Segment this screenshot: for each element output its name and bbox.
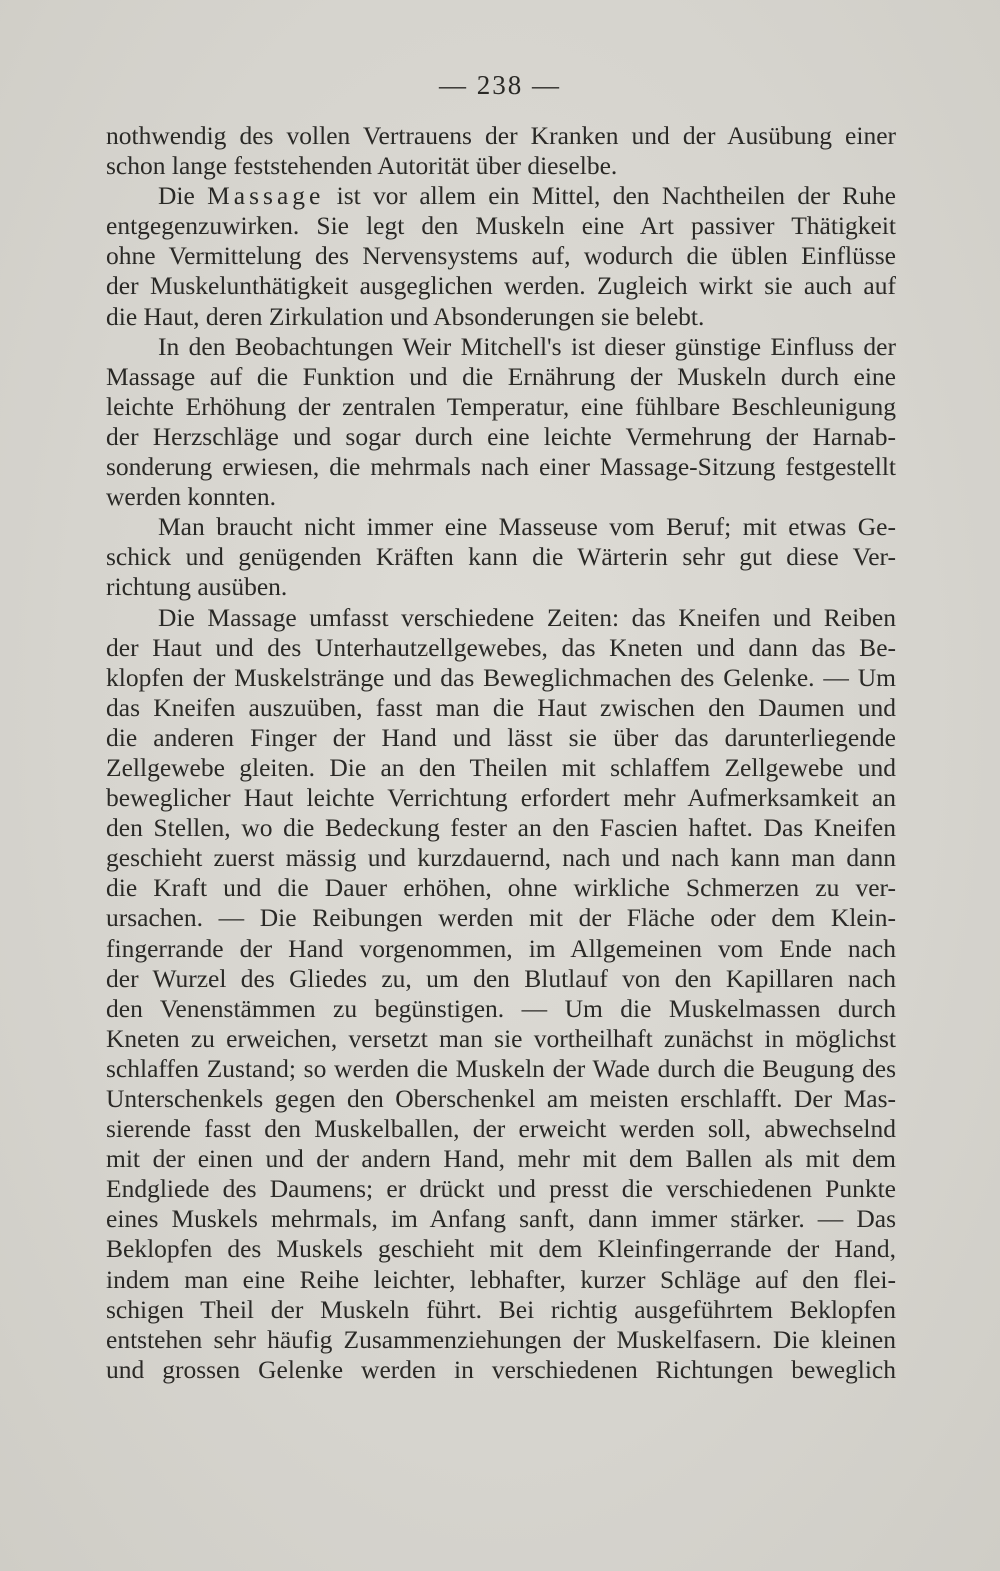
text-line: die anderen Finger der Hand und lässt sie über das darunterliegende: [106, 722, 896, 752]
text-line: indem man eine Reihe leichter, lebhafter, kurzer Schläge auf den flei-: [106, 1264, 896, 1294]
text-line: der Haut und des Unterhautzellgewebes, das Kneten und dann das Be-: [106, 632, 896, 662]
emphasized-term: Massage: [207, 181, 325, 211]
text-line: beweglicher Haut leichte Verrichtung erfordert mehr Aufmerksamkeit an: [106, 783, 896, 813]
text-line: schick und genügenden Kräften kann die Wärterin sehr gut diese Ver-: [106, 542, 896, 572]
text-line: fingerrande der Hand vorgenommen, im Allgemeinen vom Ende nach: [106, 933, 896, 963]
text-line: schlaffen Zustand; so werden die Muskeln der Wade durch die Beugung des: [106, 1053, 896, 1083]
text-line: ohne Vermittelung des Nervensystems auf, wodurch die üblen Einflüsse: [106, 241, 896, 271]
text-line: mit der einen und der andern Hand, mehr mit dem Ballen als mit dem: [106, 1144, 896, 1174]
text-line: Massage auf die Funktion und die Ernährung der Muskeln durch eine: [106, 361, 896, 391]
body-text: [106, 121, 896, 1385]
text-segment: Die: [158, 181, 208, 211]
text-line: ursachen. — Die Reibungen werden mit der Fläche oder dem Klein-: [106, 903, 896, 933]
text-line: leichte Erhöhung der zentralen Temperatur, eine fühlbare Beschleunigung: [106, 391, 896, 421]
text-line: Kneten zu erweichen, versetzt man sie vortheilhaft zunächst in möglichst: [106, 1023, 896, 1053]
text-line: der Wurzel des Gliedes zu, um den Blutlauf von den Kapillaren nach: [106, 963, 896, 993]
text-line: werden konnten.: [106, 482, 276, 512]
text-line: Beklopfen des Muskels geschieht mit dem Kleinfingerrande der Hand,: [106, 1234, 896, 1264]
text-line: die Kraft und die Dauer erhöhen, ohne wirkliche Schmerzen zu ver-: [106, 873, 896, 903]
text-line: die Haut, deren Zirkulation und Absonderungen sie belebt.: [106, 301, 705, 331]
text-line: und grossen Gelenke werden in verschiedenen Richtungen beweglich: [106, 1354, 896, 1384]
text-line: schigen Theil der Muskeln führt. Bei richtig ausgeführtem Beklopfen: [106, 1294, 896, 1324]
text-line: Die Massage umfasst verschiedene Zeiten: das Kneifen und Reiben: [158, 602, 896, 632]
text-line: entstehen sehr häufig Zusammenziehungen der Muskelfasern. Die kleinen: [106, 1324, 896, 1354]
text-line: das Kneifen auszuüben, fasst man die Haut zwischen den Daumen und: [106, 692, 896, 722]
text-line: der Herzschläge und sogar durch eine leichte Vermehrung der Harnab-: [106, 421, 896, 451]
text-segment: ist vor allem ein Mittel, den Nachtheilen der Ruhe: [324, 181, 896, 211]
text-line: Zellgewebe gleiten. Die an den Theilen mit schlaffem Zellgewebe und: [106, 752, 896, 782]
text-line: Endgliede des Daumens; er drückt und presst die verschiedenen Punkte: [106, 1174, 896, 1204]
text-line: [106, 181, 896, 211]
text-line: sonderung erwiesen, die mehrmals nach einer Massage-Sitzung festgestellt: [106, 452, 896, 482]
text-line: nothwendig des vollen Vertrauens der Kranken und der Ausübung einer: [106, 121, 896, 150]
text-line: entgegenzuwirken. Sie legt den Muskeln eine Art passiver Thätigkeit: [106, 211, 896, 241]
text-line: geschieht zuerst mässig und kurzdauernd, nach und nach kann man dann: [106, 843, 896, 873]
page-number: — 238 —: [439, 70, 561, 100]
text-line: der Muskelunthätigkeit ausgeglichen werden. Zugleich wirkt sie auch auf: [106, 271, 896, 301]
text-line: In den Beobachtungen Weir Mitchell's ist dieser günstige Einfluss der: [158, 331, 896, 361]
text-line: sierende fasst den Muskelballen, der erweicht werden soll, abwechselnd: [106, 1114, 896, 1144]
text-line: den Venenstämmen zu begünstigen. — Um die Muskelmassen durch: [106, 993, 896, 1023]
text-line: schon lange feststehenden Autorität über dieselbe.: [106, 151, 618, 181]
text-line: den Stellen, wo die Bedeckung fester an den Fascien haftet. Das Kneifen: [106, 813, 896, 843]
text-line: eines Muskels mehrmals, im Anfang sanft, dann immer stärker. — Das: [106, 1204, 896, 1234]
text-line: Man braucht nicht immer eine Masseuse vom Beruf; mit etwas Ge-: [158, 512, 896, 542]
text-line: klopfen der Muskelstränge und das Beweglichmachen des Gelenke. — Um: [106, 662, 896, 692]
text-line: Unterschenkels gegen den Oberschenkel am meisten erschlafft. Der Mas-: [106, 1084, 896, 1113]
text-line: richtung ausüben.: [106, 572, 288, 602]
